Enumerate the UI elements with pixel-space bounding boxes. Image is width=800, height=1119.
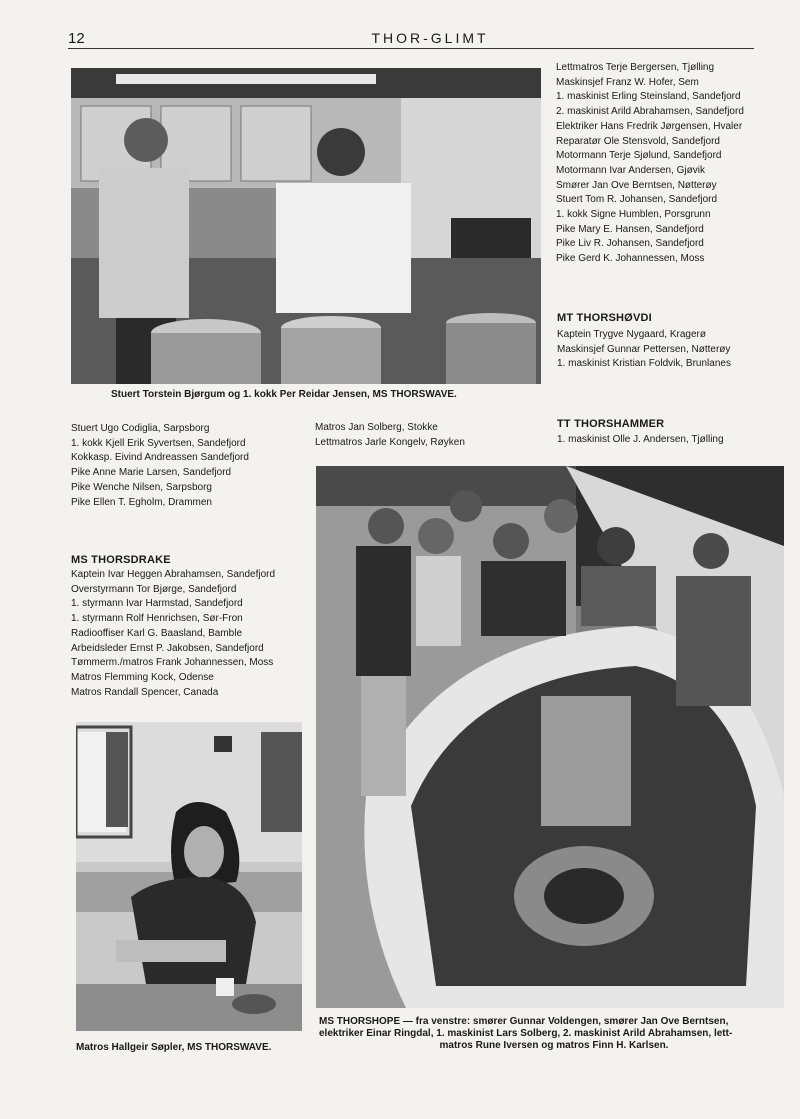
section-heading-thorshammer: TT THORSHAMMER [557,418,665,430]
bottom-right-photo-caption [319,1016,789,1052]
figurehead-crew-photo [316,466,784,1008]
list-item: Matros Randall Spencer, Canada [71,686,219,698]
list-item: Pike Gerd K. Johannessen, Moss [556,253,705,265]
crew-list-middle [315,421,465,450]
caption-line: elektriker Einar Ringdal, 1. maskinist Lars Solberg, 2. maskinist Arild Abrahamsen, lett- [319,1028,733,1039]
list-item: Motormann Ivar Andersen, Gjøvik [556,164,705,176]
list-item: Lettmatros Jarle Kongelv, Røyken [315,436,465,448]
crew-list-thorsdrake [71,568,275,700]
list-item: Tømmerm./matros Frank Johannessen, Moss [71,657,274,669]
list-item: 2. maskinist Arild Abrahamsen, Sandefjord [556,106,744,118]
list-item: Matros Jan Solberg, Stokke [315,422,438,433]
list-item: 1. maskinist Olle J. Andersen, Tjølling [557,434,724,445]
list-item: 1. kokk Kjell Erik Syvertsen, Sandefjord [71,437,246,449]
list-item: 1. kokk Signe Humblen, Porsgrunn [556,209,711,221]
list-item: Radiooffiser Karl G. Baasland, Bamble [71,627,243,639]
mess-table-photo [76,722,302,1031]
top-photo-caption: Stuert Torstein Bjørgum og 1. kokk Per Reidar Jensen, MS THORSWAVE. [111,389,457,400]
list-item: 1. maskinist Kristian Foldvik, Brunlanes [557,358,731,370]
list-item: Pike Mary E. Hansen, Sandefjord [556,223,704,235]
list-item: Motormann Terje Sjølund, Sandefjord [556,150,722,162]
section-heading-thorshovdi: MT THORSHØVDI [557,312,652,324]
crew-list-thorshammer [557,433,724,448]
caption-line: matros Rune Iversen og matros Finn H. Karlsen. [439,1040,669,1051]
list-item: Smører Jan Ove Berntsen, Nøtterøy [556,179,717,191]
section-heading-thorsdrake: MS THORSDRAKE [71,554,171,566]
list-item: Pike Liv R. Johansen, Sandefjord [556,238,704,250]
list-item: Pike Anne Marie Larsen, Sandefjord [71,467,232,479]
list-item: Kaptein Ivar Heggen Abrahamsen, Sandefjord [71,569,276,580]
list-item: 1. styrmann Rolf Henrichsen, Sør-Fron [71,613,243,625]
galley-photo [71,68,541,384]
page-number: 12 [68,30,85,47]
bottom-left-photo-caption: Matros Hallgeir Søpler, MS THORSWAVE. [76,1042,272,1053]
crew-list-left [71,422,249,510]
list-item: Matros Flemming Kock, Odense [71,671,214,683]
list-item: Pike Ellen T. Egholm, Drammen [71,496,212,508]
list-item: 1. styrmann Ivar Harmstad, Sandefjord [71,598,243,610]
list-item: Reparatør Ole Stensvold, Sandefjord [556,135,720,147]
header-rule [68,48,754,49]
crew-list-thorshovdi [557,328,731,372]
list-item: Kaptein Trygve Nygaard, Kragerø [557,329,706,340]
list-item: Maskinsjef Franz W. Hofer, Sem [556,76,699,88]
list-item: Kokkasp. Eivind Andreassen Sandefjord [71,452,249,464]
list-item: Lettmatros Terje Bergersen, Tjølling [556,62,715,73]
list-item: Pike Wenche Nilsen, Sarpsborg [71,481,212,493]
list-item: Overstyrmann Tor Bjørge, Sandefjord [71,583,237,595]
list-item: Stuert Tom R. Johansen, Sandefjord [556,194,718,206]
list-item: Stuert Ugo Codiglia, Sarpsborg [71,423,210,434]
list-item: Elektriker Hans Fredrik Jørgensen, Hvaler [556,120,743,132]
list-item: 1. maskinist Erling Steinsland, Sandefjord [556,91,741,103]
list-item: Arbeidsleder Ernst P. Jakobsen, Sandefjord [71,642,264,654]
running-head: THOR-GLIMT [371,30,489,46]
crew-list-top-right [556,61,744,267]
caption-line: MS THORSHOPE — fra venstre: smører Gunnar Voldengen, smører Jan Ove Berntsen, [319,1016,729,1027]
list-item: Maskinsjef Gunnar Pettersen, Nøtterøy [557,343,731,355]
